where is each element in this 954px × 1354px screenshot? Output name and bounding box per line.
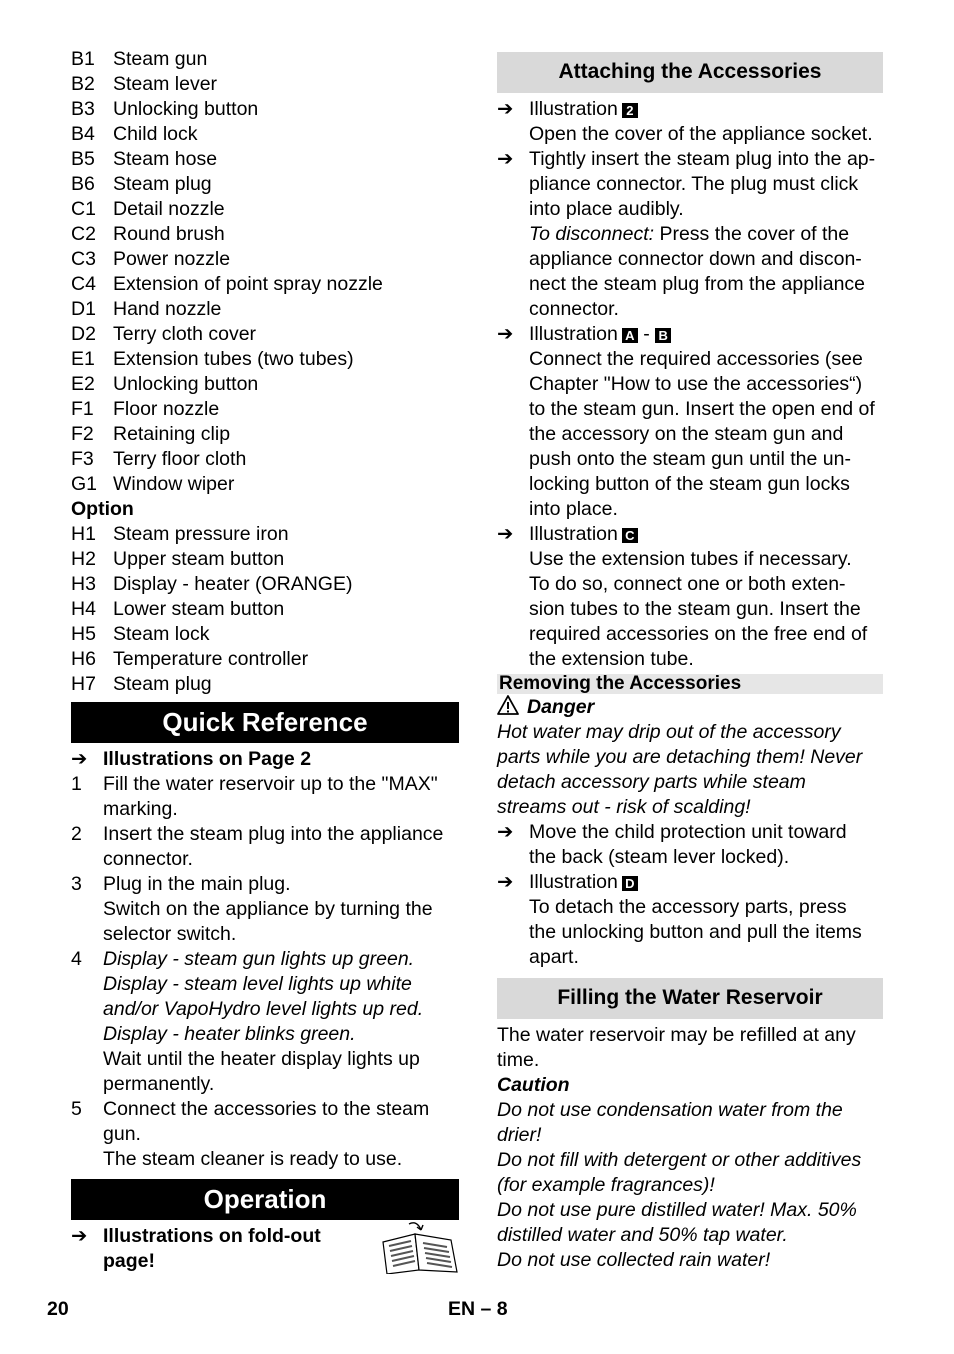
left-column bbox=[71, 47, 459, 1274]
text-line: Do not use collected rain water! bbox=[497, 1249, 771, 1271]
step-text bbox=[103, 1097, 429, 1172]
legend-code: H2 bbox=[71, 548, 96, 570]
legend-label: Round brush bbox=[113, 223, 225, 245]
attaching-step-4-text bbox=[529, 547, 867, 672]
arrow-icon: ➔ bbox=[71, 1225, 88, 1247]
text-line: drier! bbox=[497, 1124, 542, 1146]
page-number: 20 bbox=[47, 1298, 69, 1320]
legend-label: Extension of point spray nozzle bbox=[113, 273, 383, 295]
quick-reference-step bbox=[71, 872, 459, 947]
legend-code: C3 bbox=[71, 248, 96, 270]
legend-label: Floor nozzle bbox=[113, 398, 220, 420]
arrow-icon: ➔ bbox=[497, 871, 514, 893]
legend-label: Display - heater (ORANGE) bbox=[113, 573, 353, 595]
text-line: Connect the required accessories (see bbox=[529, 348, 863, 370]
legend-label: Steam lever bbox=[113, 73, 218, 95]
legend-label: Steam hose bbox=[113, 148, 218, 170]
step-line: Wait until the heater display lights up bbox=[103, 1048, 420, 1070]
legend-code: H1 bbox=[71, 523, 96, 545]
legend-code: H7 bbox=[71, 673, 96, 695]
legend-item bbox=[71, 622, 459, 647]
text-line: into place. bbox=[529, 498, 618, 520]
legend-item bbox=[71, 422, 459, 447]
legend-code: F2 bbox=[71, 423, 94, 445]
page-reference: EN – 8 bbox=[448, 1298, 508, 1320]
attaching-step-3: ➔ Illustration A - B Connect the required accessories (see Chapter "How to use the accessories“) to the steam gun. Insert the open end of the accessory on the steam gun and push onto the steam gun until the un- locking button of the steam gun locks into place. bbox=[497, 323, 875, 520]
legend-label: Retaining clip bbox=[113, 423, 231, 445]
text-line: Do not use pure distilled water! Max. 50% bbox=[497, 1199, 857, 1221]
legend-item bbox=[71, 372, 459, 397]
legend-item bbox=[71, 97, 459, 122]
step-line: Fill the water reservoir up to the "MAX" bbox=[103, 773, 438, 795]
quick-reference-heading: Quick Reference bbox=[71, 702, 459, 743]
step-line: Plug in the main plug. bbox=[103, 873, 291, 895]
step-line: Display - steam gun lights up green. bbox=[103, 948, 415, 970]
legend-code: H5 bbox=[71, 623, 96, 645]
legend-item bbox=[71, 522, 459, 547]
arrow-icon: ➔ bbox=[497, 98, 514, 120]
legend-code: B5 bbox=[71, 148, 95, 170]
legend-label: Terry cloth cover bbox=[113, 323, 257, 345]
step-line: Connect the accessories to the steam bbox=[103, 1098, 430, 1120]
legend-label: Lower steam button bbox=[113, 598, 285, 620]
caution-label: Caution bbox=[497, 1074, 570, 1096]
legend-label: Steam pressure iron bbox=[113, 523, 289, 545]
removing-step-1: ➔ Move the child protection unit toward the back (steam lever locked). bbox=[497, 821, 847, 868]
legend-code: B2 bbox=[71, 73, 95, 95]
legend-label: Unlocking button bbox=[113, 373, 259, 395]
quick-reference-step bbox=[71, 772, 459, 822]
legend-code: F1 bbox=[71, 398, 94, 420]
arrow-icon: ➔ bbox=[497, 323, 514, 345]
legend-item bbox=[71, 547, 459, 572]
legend-item bbox=[71, 347, 459, 372]
illustration-badge: B bbox=[655, 328, 671, 343]
step-text bbox=[103, 772, 438, 822]
illustration-badge: D bbox=[622, 876, 638, 891]
quick-reference-arrow-note: ➔ Illustrations on Page 2 bbox=[71, 748, 312, 770]
step-text bbox=[103, 822, 443, 872]
legend-label: Hand nozzle bbox=[113, 298, 222, 320]
parts-legend bbox=[71, 47, 459, 497]
filling-heading: Filling the Water Reservoir bbox=[497, 978, 883, 1019]
step-number: 4 bbox=[71, 948, 82, 970]
legend-item bbox=[71, 222, 459, 247]
legend-code: G1 bbox=[71, 473, 98, 495]
text-line: sion tubes to the steam gun. Insert the bbox=[529, 598, 861, 620]
legend-item bbox=[71, 297, 459, 322]
legend-code: F3 bbox=[71, 448, 94, 470]
legend-code: D2 bbox=[71, 323, 96, 345]
legend-item bbox=[71, 72, 459, 97]
option-legend bbox=[71, 522, 459, 697]
quick-reference-step bbox=[71, 822, 459, 872]
text-line: Do not use condensation water from the bbox=[497, 1099, 843, 1121]
step-line: connector. bbox=[103, 848, 193, 870]
text-line: required accessories on the free end of bbox=[529, 623, 868, 645]
removing-step-2: ➔ Illustration D To detach the accessory parts, press the unlocking button and pull the items apart. bbox=[497, 871, 862, 968]
text-line: Do not fill with detergent or other additives bbox=[497, 1149, 862, 1171]
legend-code: E1 bbox=[71, 348, 95, 370]
quick-reference-steps bbox=[71, 772, 459, 1172]
legend-item bbox=[71, 397, 459, 422]
attaching-step-3-text bbox=[529, 347, 875, 522]
legend-item bbox=[71, 47, 459, 72]
attaching-step-2: ➔ Tightly insert the steam plug into the ap- pliance connector. The plug must click into place audibly. To disconnect: Press the cover of the appliance connector down and discon- nect the steam plug from the appliance connector. bbox=[497, 148, 876, 320]
legend-code: E2 bbox=[71, 373, 95, 395]
legend-item bbox=[71, 572, 459, 597]
arrow-icon: ➔ bbox=[71, 748, 88, 770]
legend-item bbox=[71, 472, 459, 497]
illustration-badge: C bbox=[622, 528, 638, 543]
legend-item bbox=[71, 322, 459, 347]
legend-code: B6 bbox=[71, 173, 95, 195]
legend-item bbox=[71, 647, 459, 672]
step-number: 5 bbox=[71, 1098, 82, 1120]
text-line: the accessory on the steam gun and bbox=[529, 423, 844, 445]
legend-code: B3 bbox=[71, 98, 95, 120]
text-line: Chapter "How to use the accessories“) bbox=[529, 373, 863, 395]
caution-text bbox=[497, 1098, 883, 1273]
legend-label: Steam plug bbox=[113, 173, 212, 195]
legend-label: Terry floor cloth bbox=[113, 448, 247, 470]
danger-label-row: Danger bbox=[497, 695, 883, 720]
filling-intro: The water reservoir may be refilled at any time. bbox=[497, 1024, 856, 1071]
illustration-badge: 2 bbox=[622, 103, 638, 118]
step-line: Display - steam level lights up white bbox=[103, 973, 412, 995]
text-line: locking button of the steam gun locks bbox=[529, 473, 850, 495]
danger-text bbox=[497, 720, 883, 820]
operation-note-block bbox=[71, 1224, 459, 1274]
text-line: Use the extension tubes if necessary. bbox=[529, 548, 852, 570]
legend-item bbox=[71, 447, 459, 472]
legend-code: C1 bbox=[71, 198, 96, 220]
warning-icon bbox=[497, 695, 519, 715]
legend-label: Steam lock bbox=[113, 623, 210, 645]
legend-label: Child lock bbox=[113, 123, 198, 145]
quick-reference-step bbox=[71, 947, 459, 1097]
book-icon bbox=[379, 1220, 461, 1274]
legend-label: Power nozzle bbox=[113, 248, 231, 270]
legend-item bbox=[71, 147, 459, 172]
legend-item bbox=[71, 197, 459, 222]
step-text bbox=[103, 947, 423, 1097]
legend-label: Unlocking button bbox=[113, 98, 259, 120]
step-line: gun. bbox=[103, 1123, 141, 1145]
legend-label: Steam gun bbox=[113, 48, 208, 70]
legend-item bbox=[71, 672, 459, 697]
text-line: Hot water may drip out of the accessory bbox=[497, 721, 841, 743]
legend-code: H6 bbox=[71, 648, 96, 670]
legend-code: H4 bbox=[71, 598, 96, 620]
removing-heading: Removing the Accessories bbox=[497, 674, 883, 694]
legend-label: Upper steam button bbox=[113, 548, 285, 570]
illustration-badge: A bbox=[622, 328, 638, 343]
text-line: distilled water and 50% tap water. bbox=[497, 1224, 788, 1246]
step-number: 2 bbox=[71, 823, 82, 845]
legend-code: H3 bbox=[71, 573, 96, 595]
text-line: detach accessory parts while steam bbox=[497, 771, 806, 793]
legend-code: B1 bbox=[71, 48, 95, 70]
step-line: Display - heater blinks green. bbox=[103, 1023, 356, 1045]
legend-code: B4 bbox=[71, 123, 95, 145]
text-line: push onto the steam gun until the un- bbox=[529, 448, 851, 470]
legend-code: C2 bbox=[71, 223, 96, 245]
operation-heading: Operation bbox=[71, 1179, 459, 1220]
attaching-step-4: ➔ Illustration C Use the extension tubes if necessary. To do so, connect one or both exten- sion tubes to the steam gun. Insert the required accessories on the free end of the extension tube. bbox=[497, 523, 868, 670]
step-text bbox=[103, 872, 433, 947]
text-line: parts while you are detaching them! Never bbox=[497, 746, 863, 768]
arrow-icon: ➔ bbox=[497, 821, 514, 843]
legend-code: C4 bbox=[71, 273, 96, 295]
legend-label: Steam plug bbox=[113, 673, 212, 695]
step-line: permanently. bbox=[103, 1073, 215, 1095]
legend-code: D1 bbox=[71, 298, 96, 320]
right-column bbox=[497, 52, 883, 1273]
legend-item bbox=[71, 597, 459, 622]
legend-label: Extension tubes (two tubes) bbox=[113, 348, 354, 370]
legend-label: Detail nozzle bbox=[113, 198, 225, 220]
operation-arrow-note: ➔ Illustrations on fold-out page! bbox=[71, 1225, 321, 1272]
step-line: Insert the steam plug into the appliance bbox=[103, 823, 444, 845]
step-number: 1 bbox=[71, 773, 82, 795]
arrow-icon: ➔ bbox=[497, 148, 514, 170]
legend-item bbox=[71, 247, 459, 272]
text-line: (for example fragrances)! bbox=[497, 1174, 715, 1196]
legend-item bbox=[71, 122, 459, 147]
legend-label: Window wiper bbox=[113, 473, 235, 495]
legend-label: Temperature controller bbox=[113, 648, 309, 670]
legend-item bbox=[71, 172, 459, 197]
attaching-step-1: ➔ Illustration 2 Open the cover of the appliance socket. bbox=[497, 98, 873, 145]
step-line: Switch on the appliance by turning the bbox=[103, 898, 433, 920]
arrow-icon: ➔ bbox=[497, 523, 514, 545]
step-number: 3 bbox=[71, 873, 82, 895]
attaching-heading: Attaching the Accessories bbox=[497, 52, 883, 93]
text-line: To do so, connect one or both exten- bbox=[529, 573, 846, 595]
text-line: to the steam gun. Insert the open end of bbox=[529, 398, 875, 420]
step-line: The steam cleaner is ready to use. bbox=[103, 1148, 403, 1170]
text-line: streams out - risk of scalding! bbox=[497, 796, 751, 818]
step-line: marking. bbox=[103, 798, 178, 820]
step-line: and/or VapoHydro level lights up red. bbox=[103, 998, 424, 1020]
quick-reference-step bbox=[71, 1097, 459, 1172]
text-line: the extension tube. bbox=[529, 648, 694, 670]
legend-item bbox=[71, 272, 459, 297]
step-line: selector switch. bbox=[103, 923, 237, 945]
option-heading: Option bbox=[71, 498, 134, 520]
